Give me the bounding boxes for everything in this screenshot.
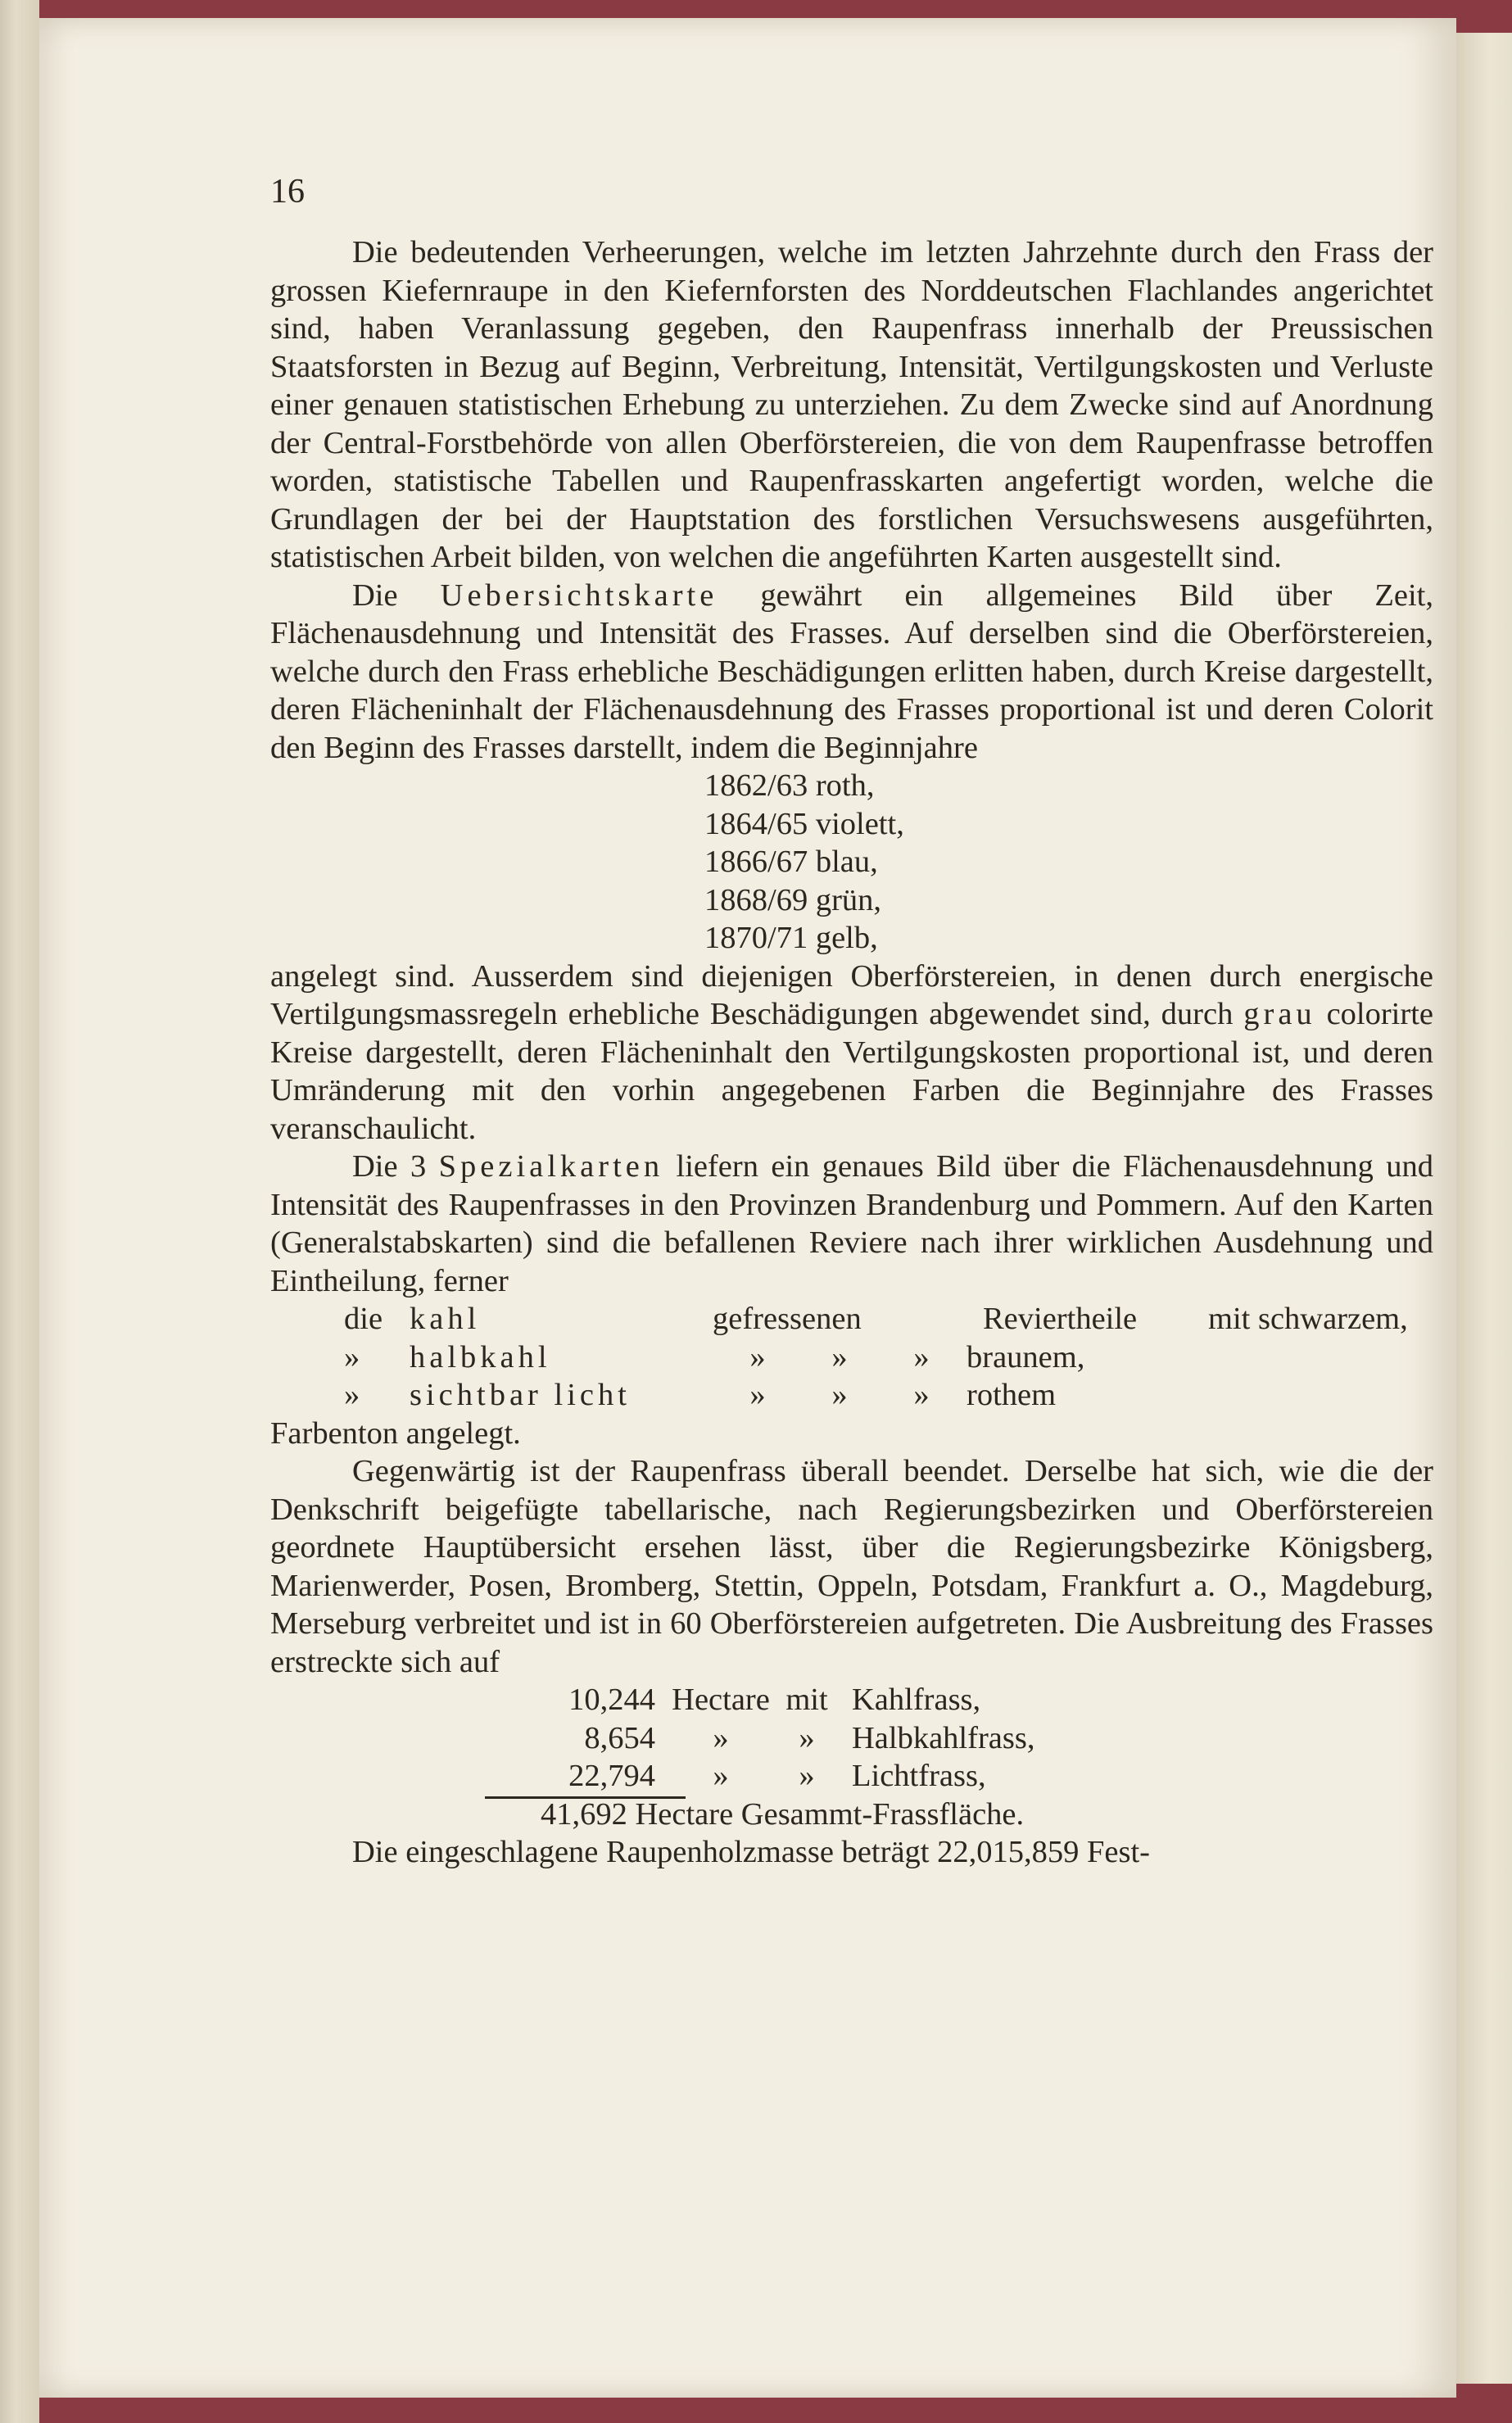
list-item: die kahl gefressenen Reviertheile mit schwarzem,: [344, 1302, 1408, 1336]
term-grau: grau: [1243, 997, 1316, 1031]
paragraph-3: angelegt sind. Ausserdem sind diejenigen Oberförstereien, in denen durch energische Vertilgungsmassregeln erhebliche Beschädigungen abgewendet sind, durch grau colorirte Kreise dargestellt, deren Flächeninhalt den Vertilgungskosten proportional ist, und deren Umränderung mit den vorhin angegebenen Farben die Beginnjahre des Frasses veranschaulicht.: [270, 958, 1433, 1146]
sum-row: 10,244 Hectare mit Kahlfrass,: [568, 1683, 981, 1717]
body-text: [270, 233, 1433, 1872]
sum-row: 8,654 » » Halbkahlfrass,: [584, 1720, 1035, 1755]
year-color-list: [270, 767, 1433, 958]
list-end: Farbenton angelegt.: [270, 1415, 521, 1451]
year-item: 1870/71 gelb,: [704, 921, 878, 955]
year-item: 1862/63 roth,: [704, 768, 875, 803]
year-item: 1866/67 blau,: [704, 845, 878, 879]
term-spezialkarten: Spezialkarten: [438, 1149, 664, 1184]
book-binding-left: [0, 0, 39, 2423]
year-item: 1864/65 violett,: [704, 806, 904, 841]
term-uebersichtskarte: Uebersichtskarte: [440, 577, 718, 613]
year-item: 1868/69 grün,: [704, 882, 882, 917]
list-item: » sichtbar licht » » » rothem: [344, 1378, 1057, 1412]
paragraph-1: Die bedeutenden Verheerungen, welche im letzten Jahrzehnte durch den Frass der grossen Kiefernraupe in den Kiefernforsten des Norddeutschen Flachlandes angerichtet sind, haben Veranlassung gegeben, den Raupenfrass innerhalb der Preussischen Staatsforsten in Bezug auf Beginn, Verbreitung, Intensität, Vertilgungskosten und Verluste einer genauen statistischen Erhebung zu unterziehen. Zu dem Zwecke sind auf Anordnung der Central-Forstbehörde von allen Oberförstereien, die von dem Raupenfrasse betroffen worden, statistische Tabellen und Raupenfrasskarten angefertigt worden, welche die Grundlagen der bei der Hauptstation des forstlichen Versuchswesens ausgeführten, statistischen Arbeit bilden, von welchen die angeführten Karten ausgestellt sind.: [270, 235, 1433, 574]
sum-row: 22,794 » » Lichtfrass,: [568, 1759, 986, 1793]
paragraph-4: Die 3 Spezialkarten liefern ein genaues Bild über die Flächenausdehnung und Intensität des Raupenfrasses in den Provinzen Brandenburg und Pommern. Auf den Karten (Generalstabskarten) sind die befallenen Reviere nach ihrer wirklichen Ausdehnung und Eintheilung, ferner: [270, 1149, 1433, 1298]
area-sum-table: [270, 1681, 1433, 1833]
paragraph-2: Die Uebersichtskarte gewährt ein allgemeines Bild über Zeit, Flächenausdehnung und Intensität des Frasses. Auf derselben sind die Oberförstereien, welche durch den Frass erhebliche Beschädigungen erlitten haben, durch Kreise dargestellt, deren Flächeninhalt der Flächenausdehnung des Frasses proportional ist und deren Colorit den Beginn des Frasses darstellt, indem die Beginnjahre: [270, 577, 1433, 765]
damage-category-list: [270, 1300, 1433, 1415]
next-page-edge: [1456, 33, 1512, 2384]
last-line: Die eingeschlagene Raupenholzmasse beträgt 22,015,859 Fest-: [352, 1835, 1150, 1869]
sum-rule: [485, 1796, 686, 1799]
page-number: 16: [270, 173, 305, 211]
list-item: » halbkahl » » » braunem,: [344, 1339, 1085, 1375]
paragraph-5: Gegenwärtig ist der Raupenfrass überall beendet. Derselbe hat sich, wie die der Denkschrift beigefügte tabellarische, nach Regierungsbezirken und Oberförstereien geordnete Hauptübersicht ersehen lässt, über die Regierungsbezirke Königsberg, Marienwerder, Posen, Bromberg, Stettin, Oppeln, Potsdam, Frankfurt a. O., Magdeburg, Merseburg verbreitet und ist in 60 Oberförstereien aufgetreten. Die Ausbreitung des Frasses erstreckte sich auf: [270, 1454, 1433, 1679]
sum-total: 41,692 Hectare Gesammt-Frassfläche.: [541, 1796, 1025, 1832]
